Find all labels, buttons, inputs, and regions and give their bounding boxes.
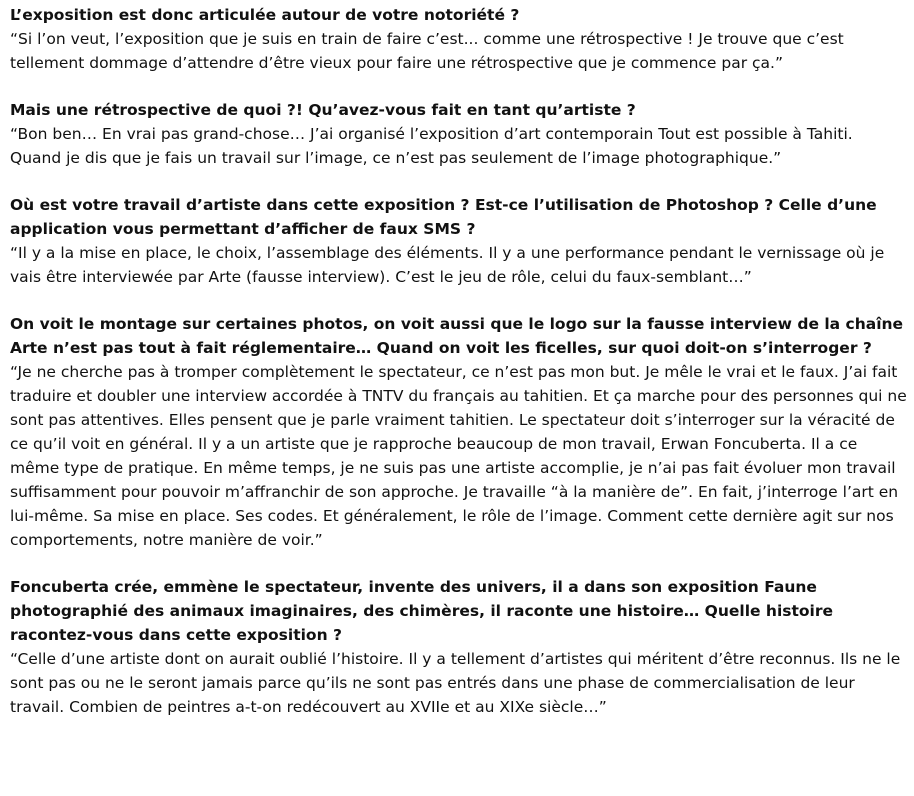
qa-block <box>10 575 908 719</box>
question-text: L’exposition est donc articulée autour de votre notoriété ? <box>10 6 520 24</box>
qa-block <box>10 98 908 170</box>
answer-text: “Si l’on veut, l’exposition que je suis en train de faire c’est... comme une rétrospective ! Je trouve que c’est tellement dommage d’attendre d’être vieux pour faire une rétrospective que je commence par ça.” <box>10 30 844 72</box>
qa-block <box>10 193 908 289</box>
question-text: On voit le montage sur certaines photos, on voit aussi que le logo sur la fausse interview de la chaîne Arte n’est pas tout à fait réglementaire… Quand on voit les ficelles, sur quoi doit-on s’interroger ? <box>10 315 904 357</box>
interview-article <box>10 0 908 742</box>
answer-text: “Il y a la mise en place, le choix, l’assemblage des éléments. Il y a une performance pendant le vernissage où je vais être interviewée par Arte (fausse interview). C’est le jeu de rôle, celui du faux-semblant…” <box>10 244 885 286</box>
qa-block <box>10 312 908 552</box>
question-text: Foncuberta crée, emmène le spectateur, invente des univers, il a dans son exposition Faune photographié des animaux imaginaires, des chimères, il raconte une histoire… Quelle histoire racontez-vous dans cette exposition ? <box>10 578 834 644</box>
question-text: Mais une rétrospective de quoi ?! Qu’avez-vous fait en tant qu’artiste ? <box>10 101 636 119</box>
question-text: Où est votre travail d’artiste dans cette exposition ? Est-ce l’utilisation de Photoshop ? Celle d’une application vous permettant d’afficher de faux SMS ? <box>10 196 877 238</box>
answer-text: “Celle d’une artiste dont on aurait oublié l’histoire. Il y a tellement d’artistes qui méritent d’être reconnus. Ils ne le sont pas ou ne le seront jamais parce qu’ils ne sont pas entrés dans une phase de commercialisation de leur travail. Combien de peintres a-t-on redécouvert au XVIIe et au XIXe siècle…” <box>10 650 901 716</box>
qa-block <box>10 0 908 75</box>
answer-text: “Je ne cherche pas à tromper complètement le spectateur, ce n’est pas mon but. Je mêle le vrai et le faux. J’ai fait traduire et doubler une interview accordée à TNTV du français au tahitien. Et ça marche pour des personnes qui ne sont pas attentives. Elles pensent que je parle vraiment tahitien. Le spectateur doit s’interroger sur la véracité de ce qu’il voit en général. Il y a un artiste que je rapproche beaucoup de mon travail, Erwan Foncuberta. Il a ce même type de pratique. En même temps, je ne suis pas une artiste accomplie, je n’ai pas fait évoluer mon travail suffisamment pour pouvoir m’affranchir de son approche. Je travaille “à la manière de”. En fait, j’interroge l’art en lui-même. Sa mise en place. Ses codes. Et généralement, le rôle de l’image. Comment cette dernière agit sur nos comportements, notre manière de voir.” <box>10 363 907 549</box>
answer-text: “Bon ben… En vrai pas grand-chose… J’ai organisé l’exposition d’art contemporain Tout est possible à Tahiti. Quand je dis que je fais un travail sur l’image, ce n’est pas seulement de l’image photographique.” <box>10 125 853 167</box>
